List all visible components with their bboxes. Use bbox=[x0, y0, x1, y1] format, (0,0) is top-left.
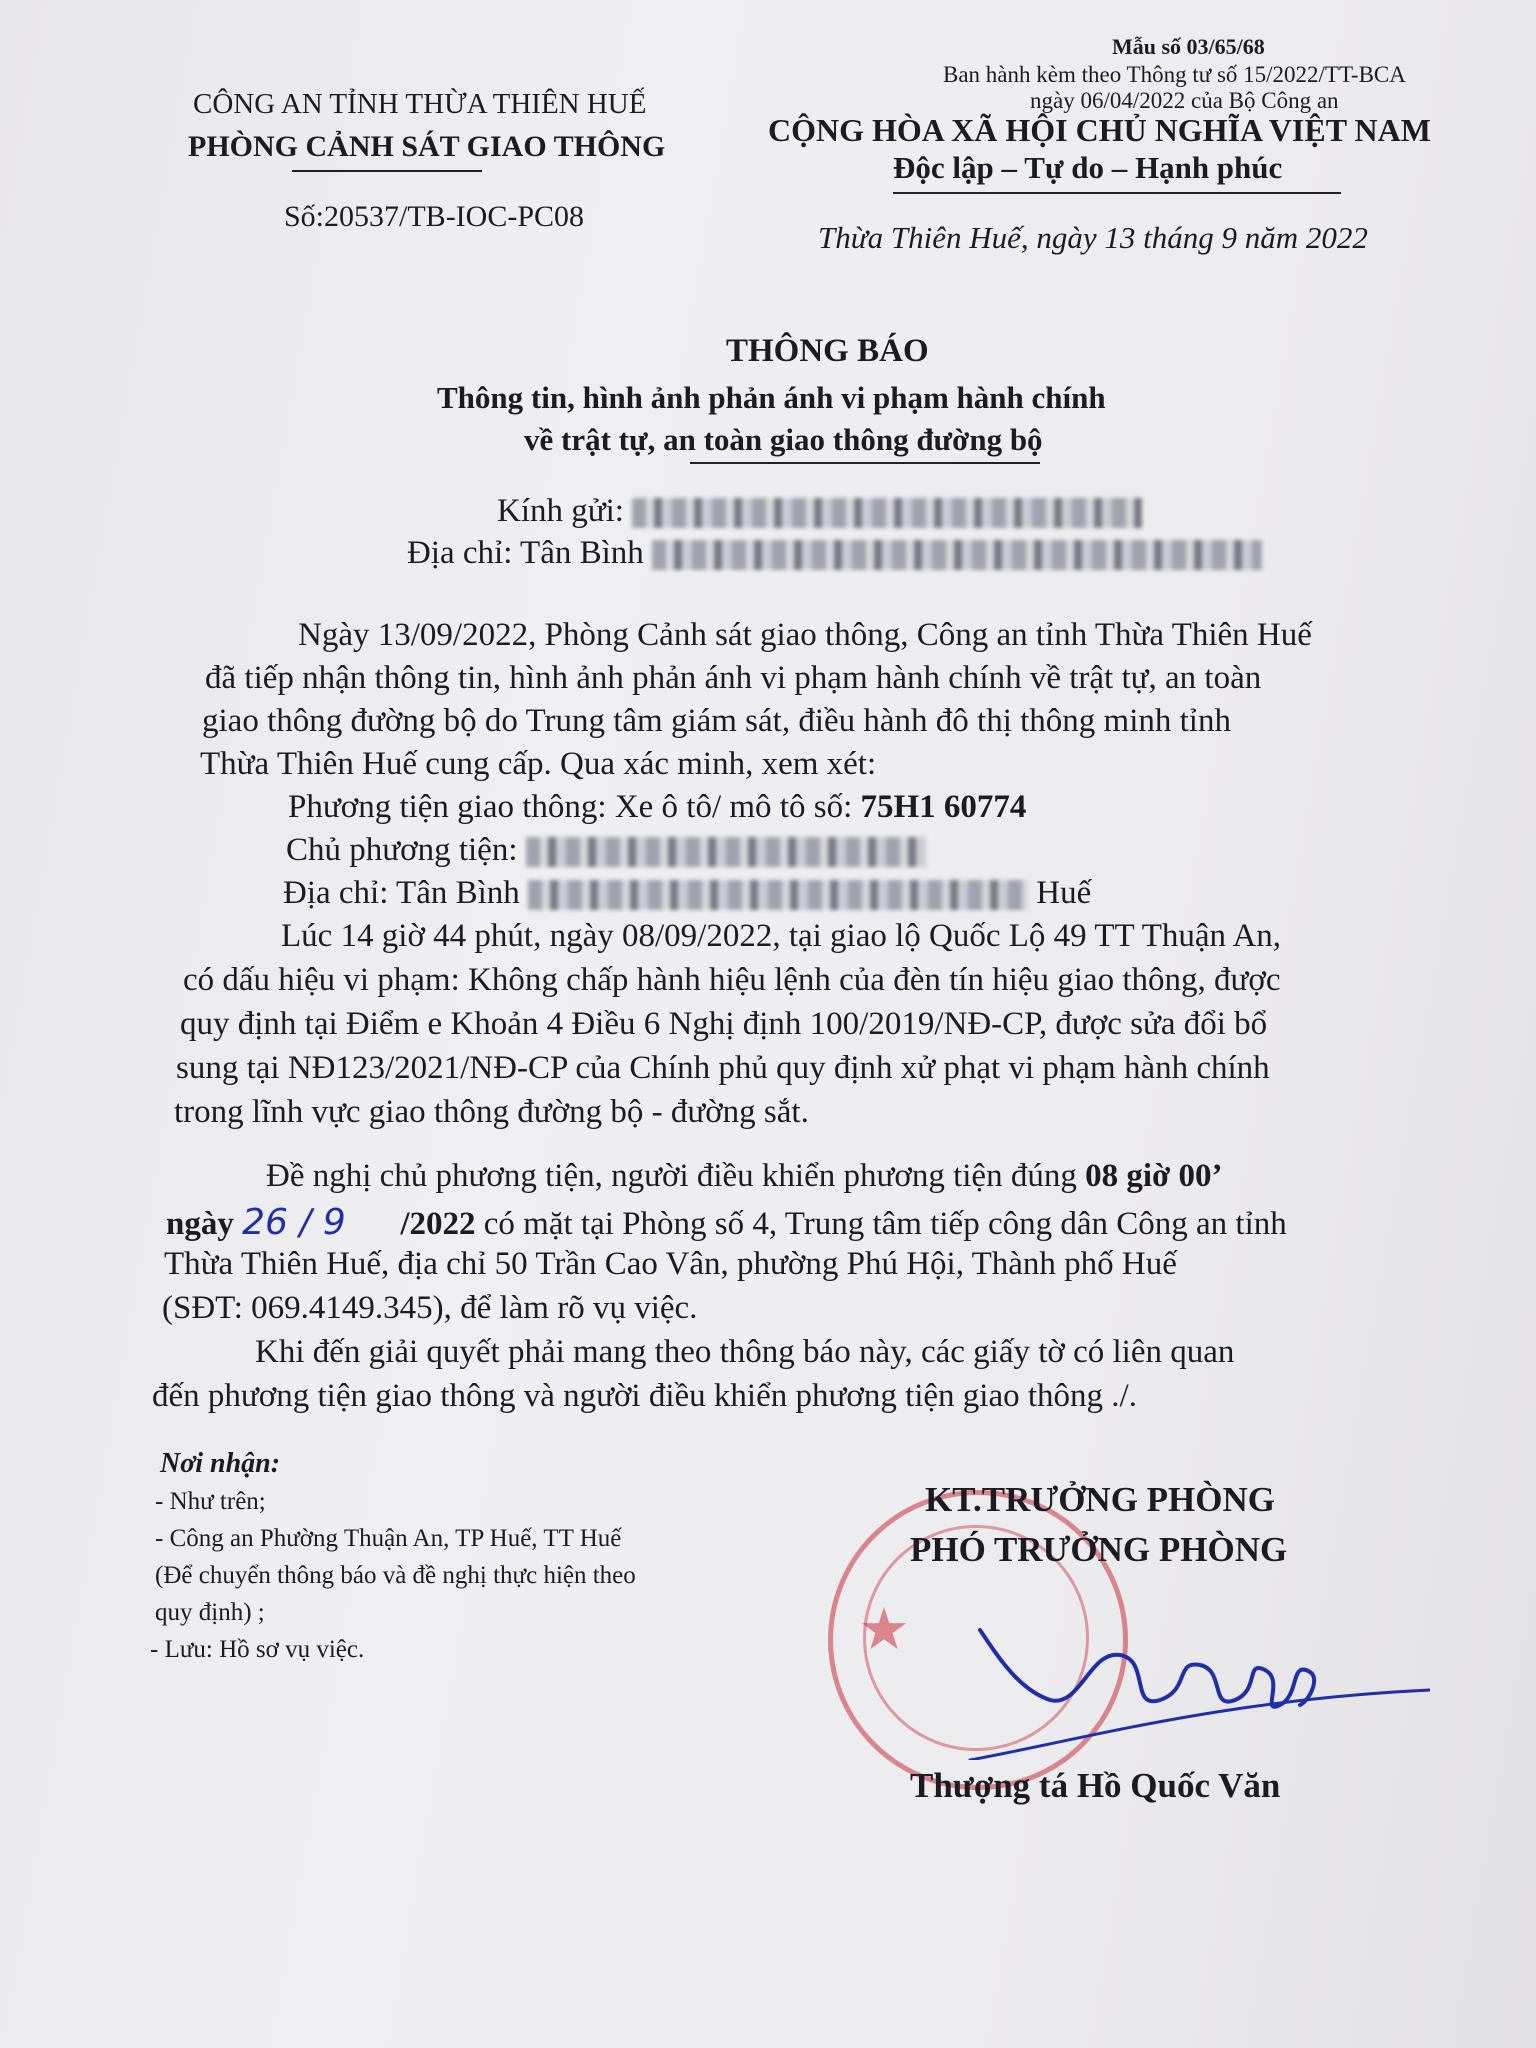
redacted-owner-address bbox=[528, 880, 1028, 910]
redacted-recipient-address bbox=[652, 540, 1262, 570]
appointment-time: 08 giờ 00’ bbox=[1085, 1158, 1223, 1194]
request-text: Đề nghị chủ phương tiện, người điều khiển phương tiện đúng bbox=[266, 1158, 1077, 1194]
para1-line1: Ngày 13/09/2022, Phòng Cảnh sát giao thông, Công an tỉnh Thừa Thiên Huế bbox=[298, 617, 1312, 653]
document-number: Số:20537/TB-IOC-PC08 bbox=[284, 200, 585, 233]
recipient-line bbox=[497, 493, 1142, 530]
violation-line3: quy định tại Điểm e Khoản 4 Điều 6 Nghị định 100/2019/NĐ-CP, được sửa đổi bổ bbox=[180, 1006, 1268, 1042]
document-title: THÔNG BÁO bbox=[726, 333, 929, 369]
para1-line3: giao thông đường bộ do Trung tâm giám sát, điều hành đô thị thông minh tỉnh bbox=[202, 703, 1231, 739]
recipients-line1: - Như trên; bbox=[155, 1488, 266, 1515]
document-subtitle-line1: Thông tin, hình ảnh phản ánh vi phạm hành chính bbox=[437, 380, 1106, 415]
recipients-heading: Nơi nhận: bbox=[160, 1448, 281, 1479]
agency-line1: CÔNG AN TỈNH THỪA THIÊN HUẾ bbox=[193, 88, 647, 120]
motto-underline bbox=[893, 192, 1341, 194]
issued-with-line2: ngày 06/04/2022 của Bộ Công an bbox=[1030, 88, 1339, 113]
redacted-owner-name bbox=[526, 837, 926, 867]
recipients-line2: - Công an Phường Thuận An, TP Huế, TT Huế bbox=[155, 1525, 622, 1552]
agency-line2: PHÒNG CẢNH SÁT GIAO THÔNG bbox=[188, 130, 666, 163]
closing-line1: Khi đến giải quyết phải mang theo thông báo này, các giấy tờ có liên quan bbox=[255, 1334, 1235, 1370]
request-line3: Thừa Thiên Huế, địa chỉ 50 Trần Cao Vân, phường Phú Hội, Thành phố Huế bbox=[164, 1246, 1177, 1282]
request-line1 bbox=[266, 1158, 1223, 1195]
owner-address-label: Địa chỉ: Tân Bình bbox=[283, 875, 520, 911]
para1-line4: Thừa Thiên Huế cung cấp. Qua xác minh, xem xét: bbox=[200, 746, 877, 782]
signer-name: Thượng tá Hồ Quốc Văn bbox=[910, 1766, 1281, 1805]
issued-with-line1: Ban hành kèm theo Thông tư số 15/2022/TT-BCA bbox=[943, 62, 1406, 87]
recipient-label: Kính gửi: bbox=[497, 493, 624, 529]
recipient-address-label: Địa chỉ: Tân Bình bbox=[407, 535, 644, 571]
owner-label: Chủ phương tiện: bbox=[286, 832, 518, 868]
violation-line5: trong lĩnh vực giao thông đường bộ - đường sắt. bbox=[174, 1094, 809, 1130]
nation-name: CỘNG HÒA XÃ HỘI CHỦ NGHĨA VIỆT NAM bbox=[768, 112, 1431, 148]
closing-line2: đến phương tiện giao thông và người điều khiển phương tiện giao thông ./. bbox=[152, 1378, 1137, 1414]
agency-underline bbox=[292, 170, 482, 172]
document-subtitle-line2: về trật tự, an toàn giao thông đường bộ bbox=[524, 422, 1043, 457]
owner-line bbox=[286, 832, 926, 869]
recipients-line3: (Để chuyển thông báo và đề nghị thực hiện theo bbox=[155, 1562, 636, 1589]
place-and-date: Thừa Thiên Huế, ngày 13 tháng 9 năm 2022 bbox=[818, 220, 1368, 255]
owner-address-line bbox=[283, 875, 1091, 912]
request-line2 bbox=[166, 1202, 1287, 1243]
signer-title1: KT.TRƯỞNG PHÒNG bbox=[925, 1480, 1275, 1519]
vehicle-plate: 75H1 60774 bbox=[860, 789, 1027, 825]
recipients-line5: - Lưu: Hồ sơ vụ việc. bbox=[150, 1636, 365, 1663]
handwritten-date: 26 / 9 bbox=[242, 1202, 346, 1243]
national-motto: Độc lập – Tự do – Hạnh phúc bbox=[893, 150, 1283, 185]
seal-star-icon: ★ bbox=[858, 1595, 910, 1663]
vehicle-line bbox=[288, 789, 1026, 826]
recipient-address-line bbox=[407, 535, 1262, 572]
form-number: Mẫu số 03/65/68 bbox=[1112, 34, 1265, 59]
vehicle-label: Phương tiện giao thông: Xe ô tô/ mô tô số: bbox=[288, 789, 853, 825]
violation-line4: sung tại NĐ123/2021/NĐ-CP của Chính phủ quy định xử phạt vi phạm hành chính bbox=[176, 1050, 1270, 1086]
appointment-day-label: ngày bbox=[166, 1206, 234, 1242]
request-line4: (SĐT: 069.4149.345), để làm rõ vụ việc. bbox=[162, 1290, 698, 1326]
subtitle-underline bbox=[690, 462, 1040, 464]
owner-address-tail: Huế bbox=[1036, 875, 1092, 911]
recipients-line4: quy định) ; bbox=[155, 1599, 265, 1626]
violation-line1: Lúc 14 giờ 44 phút, ngày 08/09/2022, tại giao lộ Quốc Lộ 49 TT Thuận An, bbox=[281, 918, 1282, 954]
redacted-recipient-name bbox=[632, 498, 1142, 528]
handwritten-signature bbox=[960, 1580, 1430, 1760]
signer-title2: PHÓ TRƯỞNG PHÒNG bbox=[910, 1530, 1288, 1569]
violation-line2: có dấu hiệu vi phạm: Không chấp hành hiệu lệnh của đèn tín hiệu giao thông, được bbox=[183, 962, 1281, 998]
appointment-year: /2022 bbox=[400, 1206, 476, 1242]
appointment-place: có mặt tại Phòng số 4, Trung tâm tiếp công dân Công an tỉnh bbox=[483, 1206, 1287, 1242]
para1-line2: đã tiếp nhận thông tin, hình ảnh phản ánh vi phạm hành chính về trật tự, an toàn bbox=[205, 660, 1262, 696]
